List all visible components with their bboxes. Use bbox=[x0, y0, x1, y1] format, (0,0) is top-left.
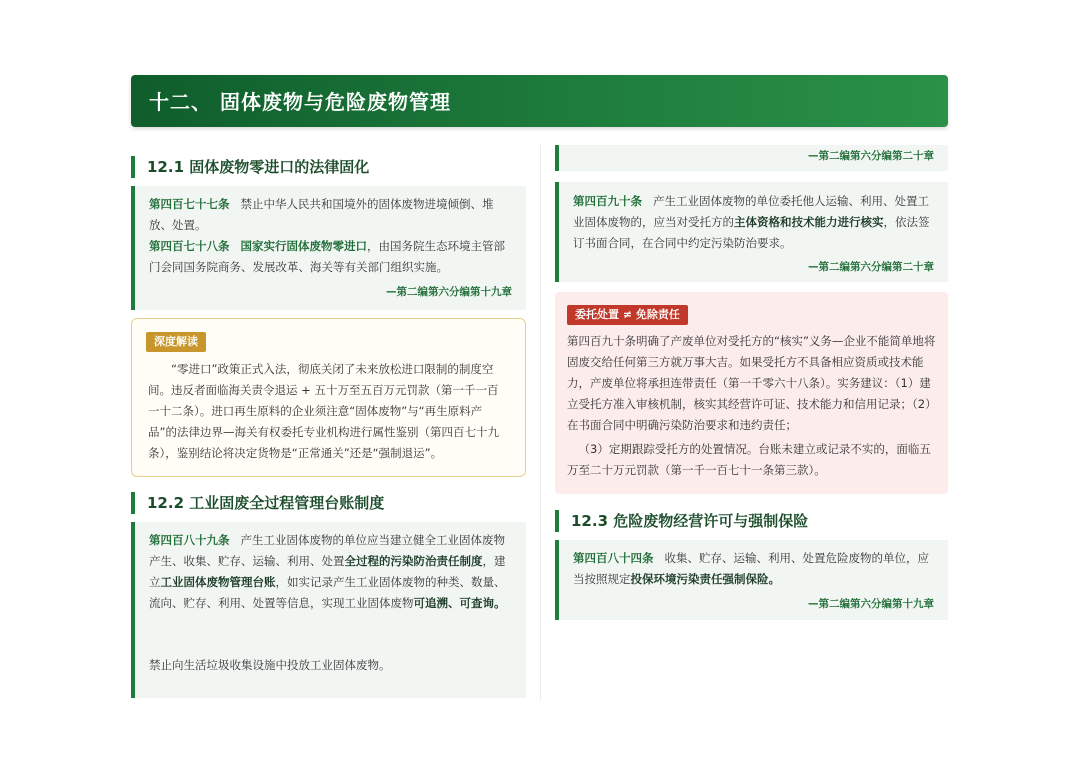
article-emphasis: 全过程的污染防治责任制度 bbox=[344, 554, 483, 568]
column-divider bbox=[540, 145, 541, 700]
article-label: 第四百八十四条 bbox=[573, 551, 654, 565]
article-490 bbox=[573, 191, 930, 254]
page-title: 十二、 固体废物与危险废物管理 bbox=[149, 90, 451, 114]
article-text: 产生工业固体废物的单位委托他人运输、利用、处置工业固体废物的，应当对受托方的 bbox=[573, 194, 929, 229]
article-text: ，如实记录产生工业固体废物的种类、数量、流向、贮存、利用、处置等信息，实现工业固体废物 bbox=[149, 575, 506, 610]
article-label: 第四百七十八条 bbox=[149, 239, 230, 253]
article-label: 第四百九十条 bbox=[573, 194, 642, 208]
warning-box bbox=[555, 292, 948, 494]
section-banner bbox=[131, 75, 948, 127]
article-card-484 bbox=[555, 540, 948, 620]
article-emphasis: 工业固体废物管理台账 bbox=[160, 575, 276, 589]
article-label: 第四百七十七条 bbox=[149, 197, 230, 211]
source-citation: —第二编第六分编第二十章 bbox=[808, 261, 934, 273]
article-extra-text: 禁止向生活垃圾收集设施中投放工业固体废物。 bbox=[149, 658, 391, 672]
article-card-489 bbox=[131, 522, 526, 698]
warning-text-continued: （3）定期跟踪受托方的处置情况。台账未建立或记录不实的，面临五万至二十万元罚款（第一千一百七十一条第三款）。 bbox=[567, 442, 931, 477]
article-484 bbox=[573, 548, 930, 590]
deep-analysis-tag: 深度解读 bbox=[146, 332, 206, 352]
section-heading-12-2: 12.2 工业固废全过程管理台账制度 bbox=[131, 492, 384, 514]
article-477 bbox=[149, 194, 508, 236]
article-text: 收集、贮存、运输、利用、处置危险废物的单位，应当按照规定 bbox=[573, 551, 929, 586]
article-card-477-478 bbox=[131, 186, 526, 310]
article-card-continued bbox=[555, 145, 948, 171]
warning-text: 第四百九十条明确了产废单位对受托方的“核实”义务—企业不能简单地将固废交给任何第三方就万事大吉。如果受托方不具备相应资质或技术能力，产废单位将承担连带责任（第一千零六十八条）。实务建议：（1）建立受托方准入审核机制，核实其经营许可证、技术能力和信用记录；（2）在书面合同中明确污染防治要求和违约责任； bbox=[567, 334, 936, 432]
article-card-490 bbox=[555, 182, 948, 282]
article-label: 第四百八十九条 bbox=[149, 533, 230, 547]
article-478 bbox=[149, 236, 508, 278]
warning-tag: 委托处置 ≠ 免除责任 bbox=[567, 305, 688, 325]
section-heading-12-1: 12.1 固体废物零进口的法律固化 bbox=[131, 156, 369, 178]
article-text: 禁止中华人民共和国境外的固体废物进境倾倒、堆放、处置。 bbox=[149, 197, 494, 232]
article-text: 产生工业固体废物的单位应当建立健全工业固体废物产生、收集、贮存、运输、利用、处置 bbox=[149, 533, 505, 568]
section-heading-12-3: 12.3 危险废物经营许可与强制保险 bbox=[555, 510, 808, 532]
source-citation: —第二编第六分编第二十章 bbox=[808, 150, 934, 162]
article-emphasis: 国家实行固体废物零进口 bbox=[240, 239, 367, 253]
source-citation: —第二编第六分编第十九章 bbox=[808, 598, 934, 610]
source-citation: —第二编第六分编第十九章 bbox=[386, 286, 512, 298]
article-emphasis: 投保环境污染责任强制保险。 bbox=[630, 572, 780, 586]
article-text: ，由国务院生态环境主管部门会同国务院商务、发展改革、海关等有关部门组织实施。 bbox=[149, 239, 505, 274]
article-emphasis: 主体资格和技术能力进行核实 bbox=[734, 215, 884, 229]
deep-analysis-box bbox=[131, 318, 526, 477]
article-text: ，依法签订书面合同，在合同中约定污染防治要求。 bbox=[573, 215, 930, 250]
deep-analysis-text: “零进口”政策正式入法，彻底关闭了未来放松进口限制的制度空间。违反者面临海关责令退运 + 五十万至五百万元罚款（第一千一百一十二条）。进口再生原料的企业须注意“固体废物”与“再生原料产品”的法律边界—海关有权委托专业机构进行属性鉴别（第四百七十九条），鉴别结论将决定货物是“正常通关”还是“强制退运”。 bbox=[148, 362, 499, 460]
article-emphasis: 可追溯、可查询。 bbox=[413, 596, 506, 610]
article-489 bbox=[149, 530, 508, 614]
article-text: ，建立 bbox=[149, 554, 506, 589]
